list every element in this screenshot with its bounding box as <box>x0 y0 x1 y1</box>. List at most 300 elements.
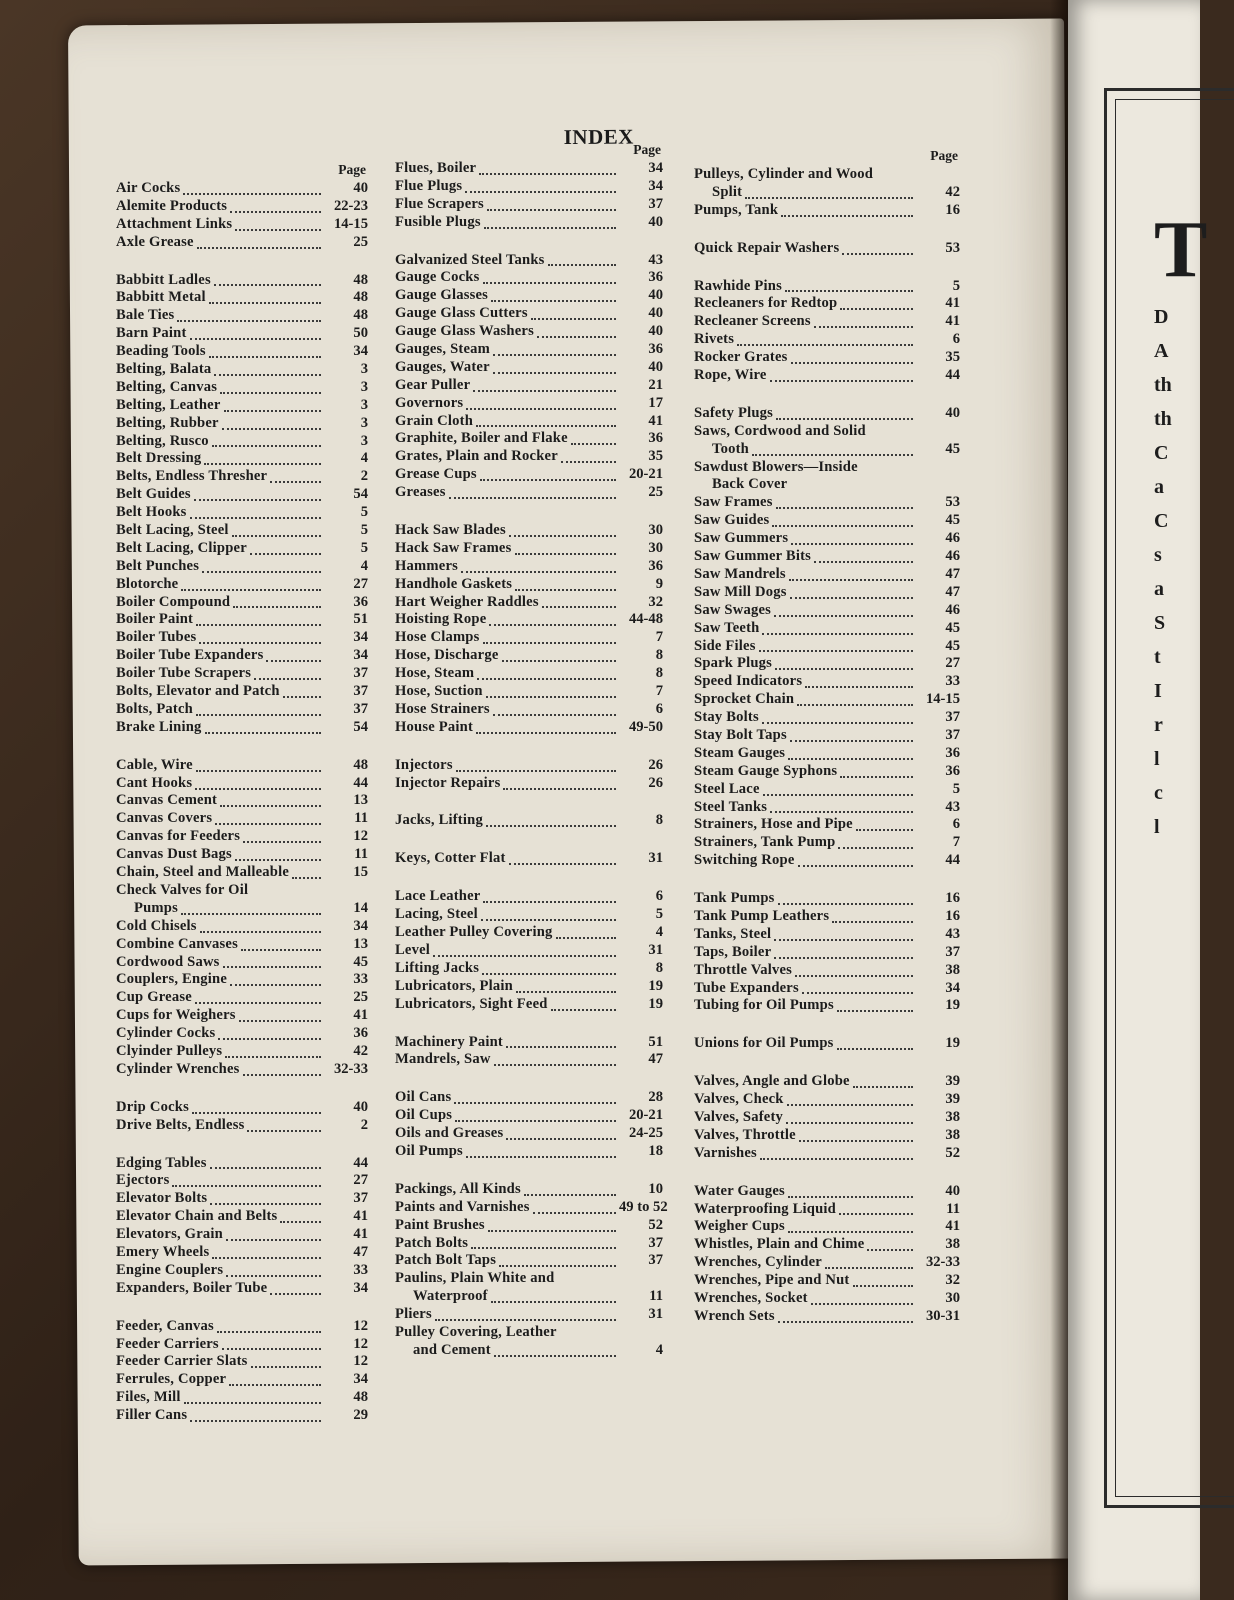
leader-dots <box>195 1001 321 1004</box>
entry-name: Saw Gummers <box>694 530 789 547</box>
leader-dots <box>778 902 913 905</box>
entry-page-number: 52 <box>648 1216 663 1233</box>
entry-page-number: 38 <box>945 1126 960 1143</box>
letter-group-gap <box>116 252 368 272</box>
facing-page-text-fragments <box>1154 300 1194 844</box>
leader-dots <box>449 496 616 499</box>
entry-name: Attachment Links <box>116 215 233 232</box>
entry-name: Saws, Cordwood and Solid <box>694 422 866 439</box>
leader-dots <box>183 192 321 195</box>
index-entry-valves-throttle <box>694 1127 960 1145</box>
index-entry-belts-endless-thresher <box>116 468 368 486</box>
entry-page-number: 53 <box>945 494 960 511</box>
entry-page-number: 4 <box>655 1341 663 1358</box>
entry-page-number: 19 <box>945 997 960 1014</box>
entry-name: Canvas Cement <box>116 792 218 809</box>
leader-dots <box>762 721 913 724</box>
entry-page-number: 37 <box>648 1234 663 1251</box>
index-entry-quick-repair-washers <box>694 240 960 258</box>
leader-dots <box>222 1347 321 1350</box>
entry-name: Varnishes <box>694 1144 757 1161</box>
index-entry-hart-weigher-raddles <box>395 594 663 612</box>
index-entry-steel-lace <box>694 781 960 799</box>
leader-dots <box>556 936 616 939</box>
entry-name: Steam Gauges <box>694 744 786 761</box>
entry-page-number: 31 <box>648 1306 663 1323</box>
entry-name: Gauge Cocks <box>395 269 480 286</box>
entry-page-number: 4 <box>360 450 368 467</box>
entry-name: Cold Chisels <box>116 917 197 934</box>
entry-name: Cordwood Saws <box>116 953 220 970</box>
index-column-3 <box>694 148 960 1326</box>
leader-dots <box>502 659 616 662</box>
leader-dots <box>811 1302 913 1305</box>
index-entry-saw-mill-dogs <box>694 584 960 602</box>
index-entry-rawhide-pins <box>694 278 960 296</box>
index-entry-belt-lacing-steel <box>116 522 368 540</box>
entry-page-number: 37 <box>945 709 960 726</box>
index-entry-grain-cloth <box>395 413 663 431</box>
entry-name: Couplers, Engine <box>116 971 228 988</box>
leader-dots <box>483 641 617 644</box>
index-entry-air-cocks <box>116 180 368 198</box>
leader-dots <box>853 1085 913 1088</box>
index-entry-feeder-carrier-slats <box>116 1353 368 1371</box>
entry-page-number: 20-21 <box>628 1107 663 1124</box>
index-entry-belt-hooks <box>116 504 368 522</box>
entry-name: Handhole Gaskets <box>395 575 513 592</box>
entry-page-number: 36 <box>945 762 960 779</box>
facing-page-fragment: t <box>1154 646 1161 668</box>
entry-page-number: 8 <box>655 665 663 682</box>
entry-name: Valves, Check <box>694 1091 784 1108</box>
index-entry-taps-boiler <box>694 944 960 962</box>
leader-dots <box>172 1184 321 1187</box>
entry-name: Hack Saw Frames <box>395 539 512 556</box>
leader-dots <box>494 1354 616 1357</box>
index-entry-saws-cordwood-and-solid <box>694 423 960 459</box>
index-entry-leather-pulley-covering <box>395 924 663 942</box>
index-entry-sprocket-chain <box>694 691 960 709</box>
entry-page-number: 17 <box>648 394 663 411</box>
index-entry-graphite-boiler-and-flake <box>395 430 663 448</box>
entry-name: Jacks, Lifting <box>395 812 483 829</box>
entry-name: Steam Gauge Syphons <box>694 762 838 779</box>
index-entry-engine-couplers <box>116 1262 368 1280</box>
index-entry-hack-saw-frames <box>395 540 663 558</box>
entry-page-number: 8 <box>655 812 663 829</box>
leader-dots <box>838 846 913 849</box>
entry-name-continued: Pumps <box>134 899 178 916</box>
letter-group-gap <box>116 1298 368 1318</box>
leader-dots <box>209 355 321 358</box>
entry-page-number: 7 <box>655 683 663 700</box>
entry-name: Boiler Tube Scrapers <box>116 665 252 682</box>
index-entry-injector-repairs <box>395 775 663 793</box>
index-entry-belting-balata <box>116 361 368 379</box>
index-entry-machinery-paint <box>395 1034 663 1052</box>
leader-dots <box>786 1121 913 1124</box>
leader-dots <box>487 208 616 211</box>
index-entry-cups-for-weighers <box>116 1007 368 1025</box>
index-entry-bolts-patch <box>116 701 368 719</box>
index-entry-hammers <box>395 558 663 576</box>
entry-page-number: 12 <box>353 1317 368 1334</box>
leader-dots <box>243 1073 321 1076</box>
index-entry-patch-bolt-taps <box>395 1252 663 1270</box>
entry-name: Water Gauges <box>694 1182 785 1199</box>
index-entry-oil-cans <box>395 1089 663 1107</box>
entry-page-number: 34 <box>353 629 368 646</box>
entry-name: Galvanized Steel Tanks <box>395 251 545 268</box>
index-entry-valves-safety <box>694 1109 960 1127</box>
entry-name: Stay Bolt Taps <box>694 726 787 743</box>
index-entry-saw-gummers <box>694 530 960 548</box>
index-entry-paints-and-varnishes <box>395 1198 668 1217</box>
leader-dots <box>196 623 321 626</box>
entry-name: Speed Indicators <box>694 673 803 690</box>
index-entry-saw-teeth <box>694 620 960 638</box>
entry-page-number: 34 <box>353 647 368 664</box>
entry-name: Spark Plugs <box>694 655 773 672</box>
entry-name: Hose, Discharge <box>395 647 499 664</box>
leader-dots <box>220 391 321 394</box>
index-entry-galvanized-steel-tanks <box>395 252 663 270</box>
leader-dots <box>791 542 913 545</box>
entry-page-number: 11 <box>354 846 368 863</box>
letter-group-gap <box>395 1069 663 1089</box>
entry-page-number: 34 <box>353 343 368 360</box>
entry-name: Weigher Cups <box>694 1218 785 1235</box>
entry-name: Bale Ties <box>116 307 175 324</box>
leader-dots <box>762 632 913 635</box>
leader-dots <box>483 900 616 903</box>
entry-name: Saw Teeth <box>694 619 760 636</box>
index-entry-belting-rubber <box>116 415 368 433</box>
index-entry-rocker-grates <box>694 349 960 367</box>
entry-page-number: 37 <box>648 1252 663 1269</box>
leader-dots <box>194 498 321 501</box>
leader-dots <box>177 319 321 322</box>
entry-page-number: 25 <box>648 484 663 501</box>
entry-name: Tube Expanders <box>694 979 799 996</box>
entry-page-number: 16 <box>945 890 960 907</box>
leader-dots <box>763 793 913 796</box>
entry-name: Packings, All Kinds <box>395 1180 521 1197</box>
entry-name: Governors <box>395 394 464 411</box>
entry-page-number: 36 <box>353 593 368 610</box>
index-entry-belt-dressing <box>116 450 368 468</box>
leader-dots <box>814 325 913 328</box>
leader-dots <box>461 570 616 573</box>
index-entry-strainers-tank-pump <box>694 834 960 852</box>
leader-dots <box>196 769 321 772</box>
facing-page-fragment: C <box>1154 510 1169 532</box>
entry-page-number: 47 <box>353 1243 368 1260</box>
leader-dots <box>760 1157 913 1160</box>
entry-page-number: 53 <box>945 239 960 256</box>
index-entry-beading-tools <box>116 343 368 361</box>
leader-dots <box>199 641 321 644</box>
entry-page-number: 20-21 <box>628 466 663 483</box>
leader-dots <box>473 389 616 392</box>
index-entry-governors <box>395 395 663 413</box>
leader-dots <box>791 361 913 364</box>
entry-page-number: 40 <box>945 1182 960 1199</box>
facing-page-fragment: s <box>1154 544 1162 566</box>
index-entry-check-valves-for-oil <box>116 882 368 918</box>
leader-dots <box>235 228 321 231</box>
entry-page-number: 14-15 <box>925 691 960 708</box>
index-entry-belting-rusco <box>116 433 368 451</box>
entry-page-number: 40 <box>353 1098 368 1115</box>
entry-page-number: 12 <box>353 1335 368 1352</box>
leader-dots <box>493 713 616 716</box>
entry-name: Check Valves for Oil <box>116 881 249 898</box>
letter-group-gap <box>694 870 960 890</box>
index-entry-feeder-carriers <box>116 1336 368 1354</box>
entry-name: Brake Lining <box>116 718 202 735</box>
index-entry-oil-pumps <box>395 1143 663 1161</box>
entry-name: Oil Pumps <box>395 1142 463 1159</box>
entry-name: Canvas Covers <box>116 810 213 827</box>
entry-name: Cups for Weighers <box>116 1007 236 1024</box>
entry-name: Valves, Angle and Globe <box>694 1073 850 1090</box>
entry-page-number: 3 <box>360 378 368 395</box>
entry-page-number: 40 <box>648 305 663 322</box>
entry-page-number: 40 <box>648 213 663 230</box>
entry-page-number: 41 <box>353 1007 368 1024</box>
leader-dots <box>825 1266 913 1269</box>
leader-dots <box>837 1009 913 1012</box>
index-entry-axle-grease <box>116 234 368 252</box>
index-entry-belt-lacing-clipper <box>116 540 368 558</box>
entry-name: Taps, Boiler <box>694 943 772 960</box>
entry-name: Rope, Wire <box>694 367 767 384</box>
entry-page-number: 45 <box>945 512 960 529</box>
entry-name: Belting, Leather <box>116 396 221 413</box>
entry-page-number: 30 <box>945 1290 960 1307</box>
entry-name: Valves, Safety <box>694 1109 784 1125</box>
index-entry-water-gauges <box>694 1183 960 1201</box>
entry-name: Clyinder Pulleys <box>116 1042 223 1059</box>
entry-name: Pulleys, Cylinder and Wood <box>694 165 874 182</box>
leader-dots <box>805 685 913 688</box>
entry-name: Belt Hooks <box>116 504 187 521</box>
entry-name: Edging Tables <box>116 1154 207 1171</box>
leader-dots <box>471 1246 616 1249</box>
leader-dots <box>243 840 321 843</box>
index-entry-clyinder-pulleys <box>116 1043 368 1061</box>
entry-name: Belt Punches <box>116 557 200 574</box>
entry-name: Axle Grease <box>116 233 194 250</box>
index-entry-recleaner-screens <box>694 313 960 331</box>
index-entry-cold-chisels <box>116 918 368 936</box>
letter-group-gap <box>395 737 663 757</box>
entry-name: Saw Frames <box>694 494 773 511</box>
index-entry-canvas-cement <box>116 793 368 811</box>
leader-dots <box>226 1274 321 1277</box>
entry-name: House Paint <box>395 718 474 735</box>
entry-page-number: 34 <box>648 159 663 176</box>
entry-name: Feeder Carrier Slats <box>116 1353 248 1370</box>
entry-page-number: 25 <box>353 233 368 250</box>
entry-page-number: 32-33 <box>333 1060 368 1077</box>
index-entry-hack-saw-blades <box>395 522 663 540</box>
entry-page-number: 43 <box>945 798 960 815</box>
leader-dots <box>774 938 913 941</box>
entry-name: Fusible Plugs <box>395 213 481 230</box>
index-entry-handhole-gaskets <box>395 576 663 594</box>
leader-dots <box>837 1047 913 1050</box>
leader-dots <box>270 1292 321 1295</box>
leader-dots <box>788 1195 913 1198</box>
entry-page-number: 45 <box>945 440 960 457</box>
leader-dots <box>482 972 616 975</box>
index-entry-level <box>395 942 663 960</box>
entry-name: Tanks, Steel <box>694 925 772 942</box>
leader-dots <box>466 1155 616 1158</box>
index-entry-saw-guides <box>694 512 960 530</box>
leader-dots <box>479 172 616 175</box>
entry-name: Wrench Sets <box>694 1307 775 1324</box>
entry-name: Keys, Cotter Flat <box>395 850 506 867</box>
index-entry-steel-tanks <box>694 799 960 817</box>
index-entry-tubing-for-oil-pumps <box>694 997 960 1015</box>
leader-dots <box>197 246 321 249</box>
index-entry-gauges-steam <box>395 341 663 359</box>
index-entry-canvas-covers <box>116 810 368 828</box>
page-column-header: Page <box>338 162 366 177</box>
index-entry-stay-bolt-taps <box>694 727 960 745</box>
leader-dots <box>233 605 321 608</box>
entry-name: Cup Grease <box>116 989 192 1006</box>
index-entry-stay-bolts <box>694 709 960 727</box>
entry-page-number: 32 <box>648 593 663 610</box>
entry-name: Belt Guides <box>116 486 191 503</box>
entry-name: Hose, Suction <box>395 683 483 700</box>
entry-page-number: 48 <box>353 1389 368 1406</box>
entry-page-number: 46 <box>945 548 960 565</box>
leader-dots <box>232 534 321 537</box>
entry-name: Gear Puller <box>395 376 471 393</box>
entry-page-number: 32-33 <box>925 1254 960 1271</box>
index-entry-wrenches-socket <box>694 1290 960 1308</box>
index-entry-waterproofing-liquid <box>694 1201 960 1219</box>
entry-page-number: 6 <box>655 888 663 905</box>
index-entry-filler-cans <box>116 1407 368 1425</box>
leader-dots <box>250 552 321 555</box>
entry-page-number: 48 <box>353 307 368 324</box>
letter-group-gap <box>395 1014 663 1034</box>
leader-dots <box>224 409 321 412</box>
entry-name: Canvas Dust Bags <box>116 846 232 863</box>
index-entry-packings-all-kinds <box>395 1181 663 1199</box>
entry-page-number: 49-50 <box>628 718 663 735</box>
index-entry-hoisting-rope <box>395 611 663 629</box>
entry-page-number: 48 <box>353 271 368 288</box>
entry-page-number: 5 <box>655 906 663 923</box>
index-entry-bolts-elevator-and-patch <box>116 683 368 701</box>
facing-page-fragment: a <box>1154 476 1164 498</box>
leader-dots <box>509 534 616 537</box>
index-entry-jacks-lifting <box>395 813 663 831</box>
index-entry-canvas-dust-bags <box>116 846 368 864</box>
entry-page-number: 4 <box>360 557 368 574</box>
leader-dots <box>209 301 321 304</box>
leader-dots <box>239 1019 321 1022</box>
facing-page-fragment: C <box>1154 442 1169 464</box>
index-entry-boiler-tube-scrapers <box>116 665 368 683</box>
leader-dots <box>752 453 913 456</box>
letter-group-gap <box>694 1015 960 1035</box>
index-entry-keys-cotter-flat <box>395 850 663 868</box>
entry-page-number: 31 <box>648 941 663 958</box>
entry-name: Paints and Varnishes <box>395 1198 530 1215</box>
index-entry-babbitt-ladles <box>116 272 368 290</box>
entry-page-number: 12 <box>353 1353 368 1370</box>
leader-dots <box>210 1166 321 1169</box>
leader-dots <box>551 1008 616 1011</box>
leader-dots <box>548 263 616 266</box>
entry-page-number: 37 <box>353 1190 368 1207</box>
entry-page-number: 34 <box>648 177 663 194</box>
leader-dots <box>531 317 616 320</box>
entry-page-number: 36 <box>353 1025 368 1042</box>
leader-dots <box>774 956 913 959</box>
entry-name: Drip Cocks <box>116 1098 189 1115</box>
leader-dots <box>488 1229 616 1232</box>
index-entry-elevators-grain <box>116 1226 368 1244</box>
index-entry-hose-clamps <box>395 629 663 647</box>
leader-dots <box>254 677 321 680</box>
index-entry-patch-bolts <box>395 1235 663 1253</box>
entry-name: Gauges, Water <box>395 358 490 375</box>
entry-page-number: 37 <box>945 943 960 960</box>
entry-page-number: 35 <box>648 448 663 465</box>
index-entry-tank-pumps <box>694 890 960 908</box>
leader-dots <box>787 1103 913 1106</box>
entry-name: Recleaners for Redtop <box>694 295 838 312</box>
entry-name: Cylinder Cocks <box>116 1025 216 1042</box>
entry-page-number: 9 <box>655 575 663 592</box>
entry-page-number: 49 to 52 <box>619 1198 668 1215</box>
leader-dots <box>181 588 321 591</box>
index-entry-valves-angle-and-globe <box>694 1073 960 1091</box>
entry-page-number: 36 <box>648 341 663 357</box>
leader-dots <box>802 991 913 994</box>
index-entry-boiler-tubes <box>116 629 368 647</box>
leader-dots <box>867 1248 913 1251</box>
index-entry-paint-brushes <box>395 1217 663 1235</box>
leader-dots <box>797 703 913 706</box>
index-entry-oils-and-greases <box>395 1125 663 1143</box>
entry-page-number: 3 <box>360 361 368 377</box>
entry-name: Belting, Rubber <box>116 414 219 431</box>
index-entry-blotorche <box>116 576 368 594</box>
letter-group-gap <box>694 1163 960 1183</box>
entry-name: Files, Mill <box>116 1389 181 1406</box>
leader-dots <box>516 990 616 993</box>
index-entry-tube-expanders <box>694 980 960 998</box>
index-entry-pliers <box>395 1306 663 1324</box>
leader-dots <box>466 407 616 410</box>
letter-group-gap <box>395 232 663 252</box>
index-entry-boiler-tube-expanders <box>116 647 368 665</box>
index-entry-wrenches-cylinder <box>694 1254 960 1272</box>
entry-page-number: 40 <box>648 323 663 340</box>
index-entry-emery-wheels <box>116 1244 368 1262</box>
